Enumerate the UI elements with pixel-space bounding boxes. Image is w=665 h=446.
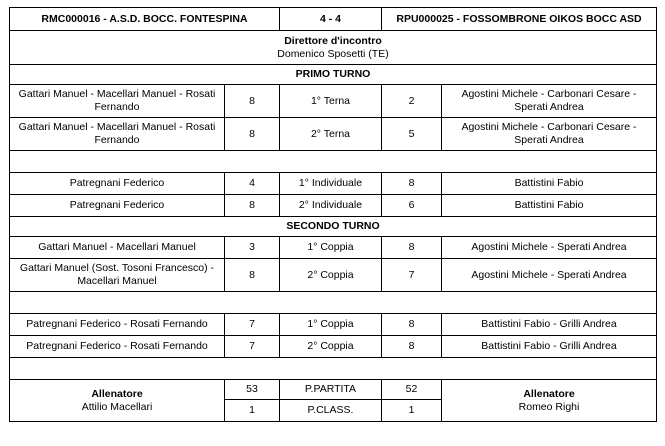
home-players: Gattari Manuel - Macellari Manuel - Rosati Fernando (10, 118, 225, 151)
away-score: 8 (382, 237, 442, 259)
director-cell (10, 31, 657, 65)
director-name: Domenico Sposetti (TE) (277, 47, 389, 60)
away-score: 8 (382, 336, 442, 358)
home-score: 8 (225, 259, 280, 292)
home-players: Patregnani Federico (10, 173, 225, 195)
home-players: Gattari Manuel - Macellari Manuel - Rosati Fernando (10, 85, 225, 118)
section-title-row (10, 65, 657, 85)
match-row (10, 85, 657, 118)
away-score: 7 (382, 259, 442, 292)
director-row (10, 31, 657, 65)
home-coach-cell (10, 380, 225, 422)
match-type: 1° Coppia (280, 237, 382, 259)
match-type: 2° Coppia (280, 259, 382, 292)
match-row (10, 195, 657, 217)
spacer-row (10, 292, 657, 314)
section-title-primo-turno: PRIMO TURNO (10, 65, 657, 85)
away-players: Battistini Fabio - Grilli Andrea (442, 336, 657, 358)
points-partita-label: P.PARTITA (280, 380, 382, 400)
home-players: Patregnani Federico - Rosati Fernando (10, 336, 225, 358)
match-header-row (10, 8, 657, 31)
match-row (10, 118, 657, 151)
points-class-label: P.CLASS. (280, 400, 382, 422)
home-coach-name: Attilio Macellari (81, 400, 153, 413)
away-players: Battistini Fabio (442, 173, 657, 195)
away-players: Agostini Michele - Carbonari Cesare - Sperati Andrea (442, 85, 657, 118)
spacer-cell (10, 292, 657, 314)
home-team-name: RMC000016 - A.S.D. BOCC. FONTESPINA (10, 8, 280, 31)
match-type: 1° Individuale (280, 173, 382, 195)
section-title-secondo-turno: SECONDO TURNO (10, 217, 657, 237)
home-points-class: 1 (225, 400, 280, 422)
away-score: 2 (382, 85, 442, 118)
footer-row-partita (10, 380, 657, 400)
home-players: Patregnani Federico - Rosati Fernando (10, 314, 225, 336)
match-score: 4 - 4 (280, 8, 382, 31)
match-row (10, 173, 657, 195)
home-score: 8 (225, 85, 280, 118)
match-type: 2° Terna (280, 118, 382, 151)
away-points-class: 1 (382, 400, 442, 422)
home-players: Patregnani Federico (10, 195, 225, 217)
spacer-cell (10, 358, 657, 380)
home-players: Gattari Manuel - Macellari Manuel (10, 237, 225, 259)
spacer-row (10, 358, 657, 380)
director-title: Direttore d'incontro (284, 34, 382, 47)
spacer-cell (10, 151, 657, 173)
match-report-table (9, 7, 657, 422)
away-score: 5 (382, 118, 442, 151)
away-coach-cell (442, 380, 657, 422)
home-coach-label: Allenatore (91, 387, 143, 400)
spacer-row (10, 151, 657, 173)
section-title-row (10, 217, 657, 237)
away-points-partita: 52 (382, 380, 442, 400)
away-players: Agostini Michele - Carbonari Cesare - Sperati Andrea (442, 118, 657, 151)
away-coach-label: Allenatore (523, 387, 575, 400)
home-score: 8 (225, 195, 280, 217)
match-row (10, 314, 657, 336)
match-type: 2° Coppia (280, 336, 382, 358)
away-score: 6 (382, 195, 442, 217)
away-coach-name: Romeo Righi (518, 400, 580, 413)
home-score: 7 (225, 336, 280, 358)
home-points-partita: 53 (225, 380, 280, 400)
away-players: Battistini Fabio - Grilli Andrea (442, 314, 657, 336)
home-score: 7 (225, 314, 280, 336)
match-row (10, 336, 657, 358)
match-row (10, 237, 657, 259)
home-score: 4 (225, 173, 280, 195)
away-players: Agostini Michele - Sperati Andrea (442, 259, 657, 292)
away-players: Agostini Michele - Sperati Andrea (442, 237, 657, 259)
match-row (10, 259, 657, 292)
home-score: 8 (225, 118, 280, 151)
home-score: 3 (225, 237, 280, 259)
away-players: Battistini Fabio (442, 195, 657, 217)
away-score: 8 (382, 173, 442, 195)
home-players: Gattari Manuel (Sost. Tosoni Francesco) - Macellari Manuel (10, 259, 225, 292)
away-score: 8 (382, 314, 442, 336)
match-type: 2° Individuale (280, 195, 382, 217)
match-type: 1° Coppia (280, 314, 382, 336)
away-team-name: RPU000025 - FOSSOMBRONE OIKOS BOCC ASD (382, 8, 657, 31)
match-type: 1° Terna (280, 85, 382, 118)
